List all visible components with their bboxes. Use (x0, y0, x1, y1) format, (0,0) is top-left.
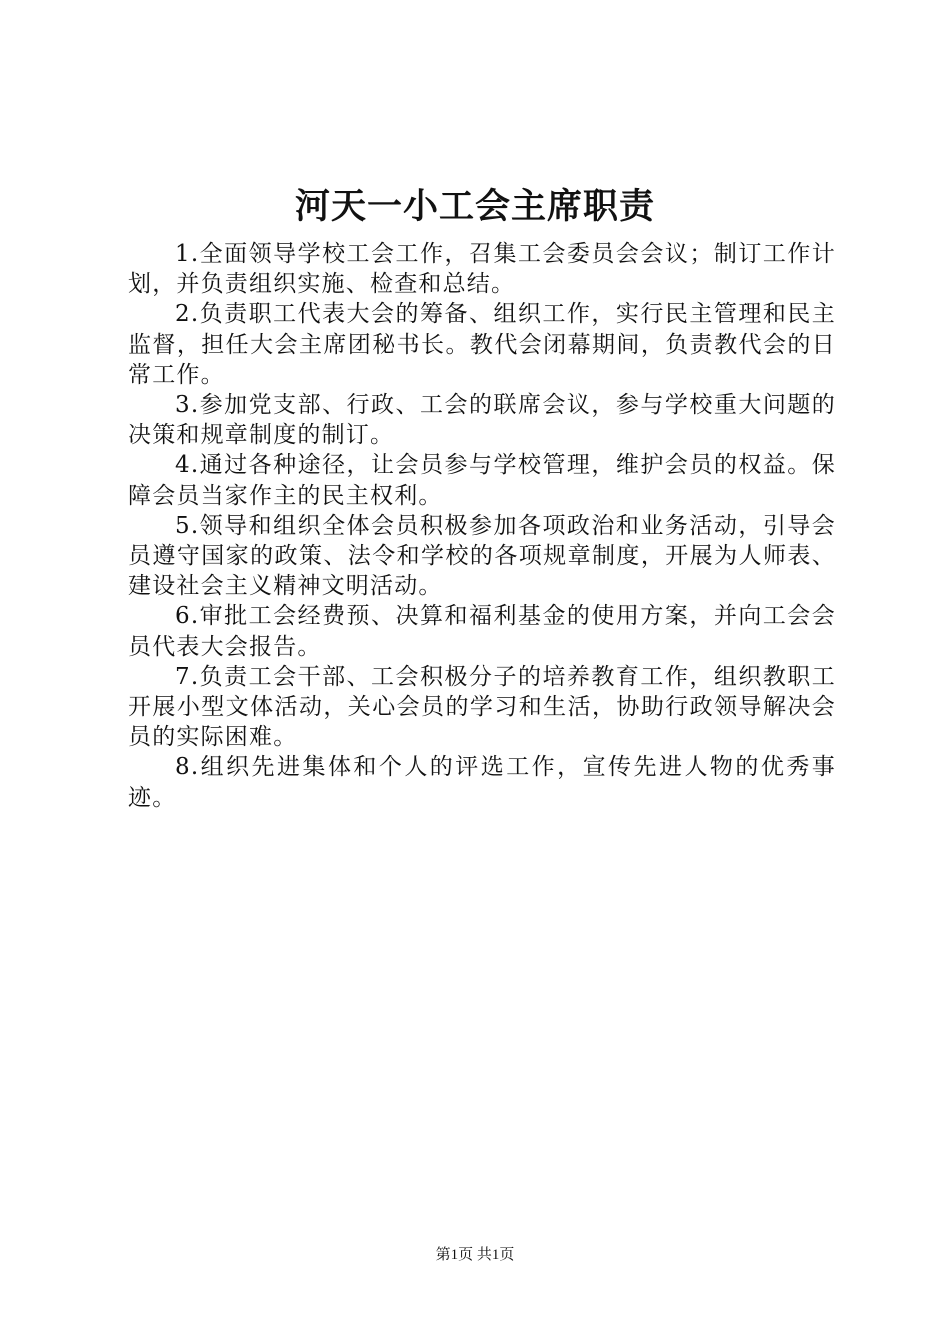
duty-paragraph-6: 6.审批工会经费预、决算和福利基金的使用方案，并向工会会员代表大会报告。 (128, 603, 836, 660)
page-footer: 第1页 共1页 (435, 1247, 515, 1263)
duty-paragraph-1: 1.全面领导学校工会工作，召集工会委员会会议；制订工作计划，并负责组织实施、检查和总结。 (128, 241, 836, 298)
duty-paragraph-8: 8.组织先进集体和个人的评选工作，宣传先进人物的优秀事迹。 (128, 754, 836, 811)
duty-paragraph-5: 5.领导和组织全体会员积极参加各项政治和业务活动，引导会员遵守国家的政策、法令和学校的各项规章制度，开展为人师表、建设社会主义精神文明活动。 (128, 512, 836, 600)
duty-paragraph-4: 4.通过各种途径，让会员参与学校管理，维护会员的权益。保障会员当家作主的民主权利。 (128, 452, 836, 509)
document-body (128, 239, 836, 813)
duty-paragraph-7: 7.负责工会干部、工会积极分子的培养教育工作，组织教职工开展小型文体活动，关心会员的学习和生活，协助行政领导解决会员的实际困难。 (128, 663, 836, 751)
document-title: 河天一小工会主席职责 (294, 186, 655, 227)
duty-paragraph-2: 2.负责职工代表大会的筹备、组织工作，实行民主管理和民主监督，担任大会主席团秘书长。教代会闭幕期间，负责教代会的日常工作。 (128, 301, 836, 388)
duty-paragraph-3: 3.参加党支部、行政、工会的联席会议，参与学校重大问题的决策和规章制度的制订。 (128, 392, 836, 449)
